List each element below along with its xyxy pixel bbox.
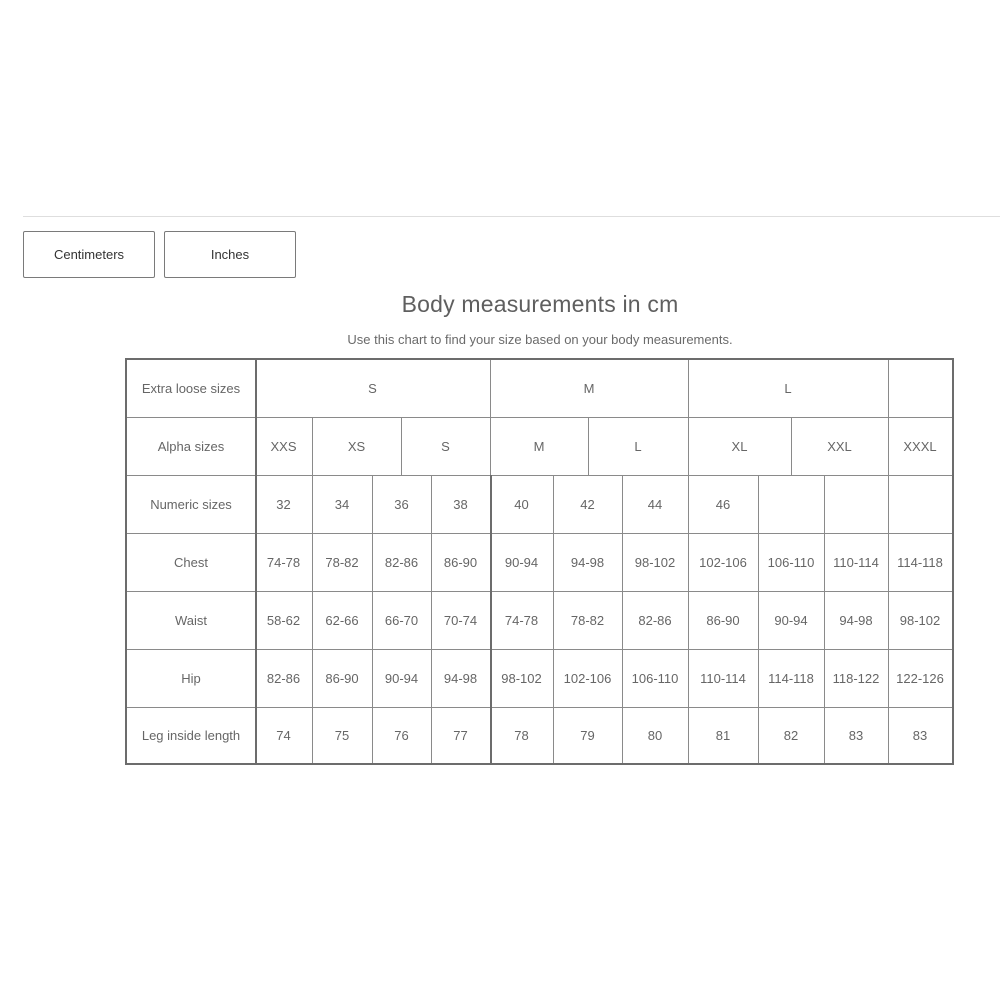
measurement-cell: 83: [848, 727, 864, 743]
measurement-cell: 83: [912, 727, 928, 743]
alpha-size-cell: L: [634, 438, 642, 454]
table-column-divider: [490, 475, 492, 763]
extra-loose-size-cell: S: [368, 381, 377, 396]
inches-button[interactable]: Inches: [164, 231, 296, 278]
measurement-cell: 86-90: [325, 670, 359, 686]
measurement-cell: 98-102: [634, 554, 676, 570]
measurement-cell: 82-86: [638, 612, 672, 628]
measurement-cell: 118-122: [832, 670, 880, 686]
measurement-cell: 106-110: [631, 670, 679, 686]
measurement-cell: 66-70: [384, 612, 419, 628]
measurement-cell: 32: [276, 496, 291, 512]
table-column-divider: [622, 475, 623, 763]
measurement-cell: 77: [453, 727, 468, 743]
page-subtitle: Use this chart to find your size based on your body measurements.: [347, 332, 733, 347]
measurement-cell: 82-86: [266, 670, 301, 686]
measurement-cell: 58-62: [266, 612, 301, 628]
measurement-cell: 70-74: [443, 612, 478, 628]
leg-inside-length-label: Leg inside length: [141, 727, 241, 743]
measurement-cell: 86-90: [443, 554, 478, 570]
alpha-size-cell: XS: [347, 438, 366, 454]
measurement-cell: 106-110: [767, 554, 815, 570]
size-table: [125, 358, 954, 765]
measurement-cell: 62-66: [325, 612, 359, 628]
measurement-cell: 78-82: [325, 554, 359, 570]
extra-loose-size-cell: [888, 360, 952, 417]
measurement-cell: 34: [334, 496, 350, 512]
measurement-cell: 76: [394, 727, 409, 743]
table-column-divider: [372, 475, 373, 763]
measurement-cell: 74: [276, 727, 291, 743]
measurement-cell: 42: [580, 496, 595, 512]
extra-loose-size-cell: L: [784, 381, 792, 396]
hip-label: Hip: [181, 670, 201, 686]
table-column-divider: [758, 475, 759, 763]
waist-label: Waist: [174, 612, 208, 628]
alpha-size-cell: S: [441, 438, 450, 454]
measurement-cell: 82: [783, 727, 799, 743]
measurement-cell: 98-102: [501, 670, 542, 686]
measurement-cell: 94-98: [443, 670, 478, 686]
alpha-size-cell: M: [533, 438, 545, 454]
measurement-cell: 110-114: [833, 554, 879, 570]
measurement-cell: 114-118: [897, 554, 943, 570]
measurement-cell: 74-78: [266, 554, 301, 570]
measurement-cell: 81: [715, 727, 731, 743]
measurement-cell: [824, 475, 888, 533]
measurement-cell: 38: [453, 496, 468, 512]
measurement-cell: 74-78: [504, 612, 539, 628]
table-column-divider: [312, 475, 313, 763]
measurement-cell: 82-86: [384, 554, 419, 570]
table-column-divider: [888, 475, 889, 763]
measurement-cell: 36: [394, 496, 409, 512]
alpha-size-cell: XXL: [827, 438, 852, 454]
table-column-divider: [824, 475, 825, 763]
measurement-cell: 114-118: [768, 670, 814, 686]
measurement-cell: 90-94: [504, 554, 539, 570]
measurement-cell: 90-94: [384, 670, 419, 686]
measurement-cell: 78-82: [570, 612, 605, 628]
page-title: Body measurements in cm: [401, 291, 679, 317]
measurement-cell: 44: [647, 496, 663, 512]
table-column-divider: [553, 475, 554, 763]
measurement-cell: 102-106: [699, 554, 747, 570]
table-column-divider: [688, 475, 689, 763]
measurement-cell: 80: [647, 727, 663, 743]
measurement-cell: 79: [580, 727, 595, 743]
measurement-cell: 122-126: [896, 670, 944, 686]
table-column-divider: [431, 475, 432, 763]
measurement-cell: 40: [514, 496, 529, 512]
alpha-size-cell: XXXL: [903, 438, 937, 454]
measurement-cell: 94-98: [839, 612, 873, 628]
numeric-sizes-label: Numeric sizes: [150, 496, 232, 512]
chest-label: Chest: [174, 554, 208, 570]
measurement-cell: 46: [715, 496, 731, 512]
measurement-cell: 94-98: [570, 554, 605, 570]
divider: [23, 216, 1000, 217]
measurement-cell: 86-90: [706, 612, 740, 628]
alpha-sizes-label: Alpha sizes: [157, 438, 225, 454]
measurement-cell: [888, 475, 952, 533]
alpha-size-cell: XXS: [270, 438, 297, 454]
measurement-cell: 78: [514, 727, 529, 743]
measurement-cell: 102-106: [563, 670, 612, 686]
measurement-cell: 110-114: [700, 670, 746, 686]
extra-loose-sizes-label: Extra loose sizes: [141, 381, 241, 396]
centimeters-button[interactable]: Centimeters: [23, 231, 155, 278]
alpha-size-cell: XL: [731, 438, 748, 454]
measurement-cell: 90-94: [774, 612, 808, 628]
measurement-cell: [758, 475, 824, 533]
measurement-cell: 98-102: [899, 612, 941, 628]
extra-loose-size-cell: M: [583, 381, 595, 396]
measurement-cell: 75: [334, 727, 350, 743]
